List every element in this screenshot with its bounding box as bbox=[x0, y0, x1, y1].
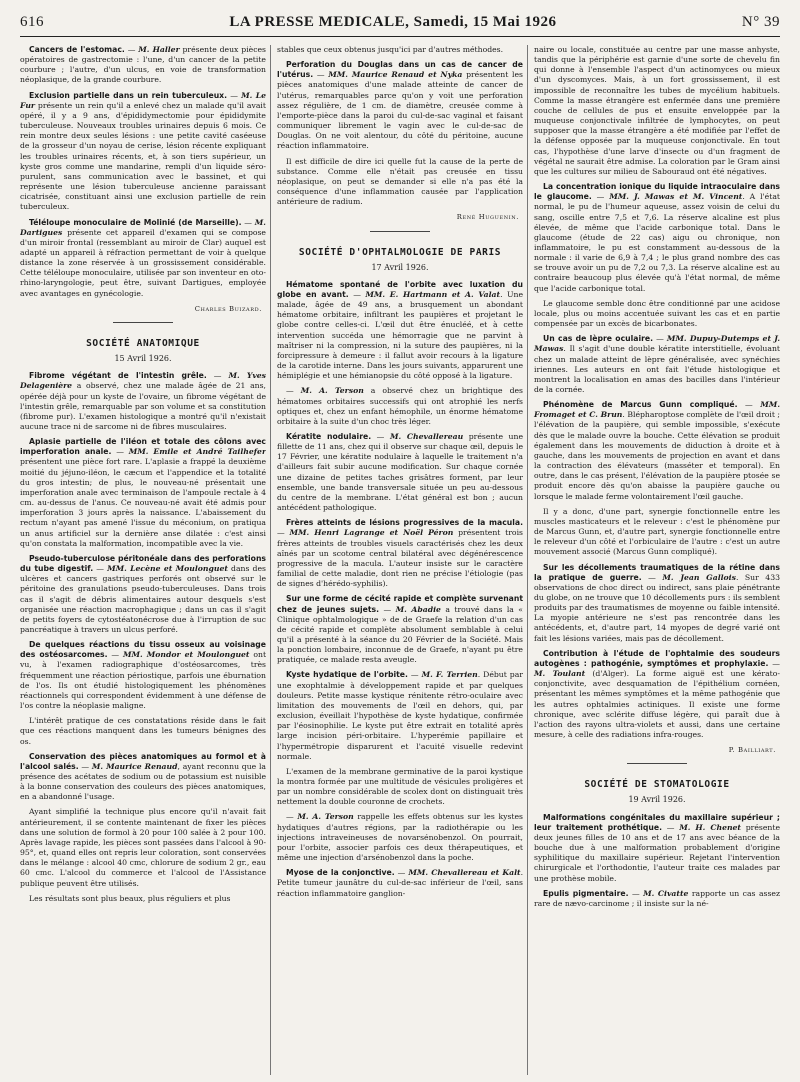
article-text: . Sur 433 observations de choc direct ou indirect, sans plaie pénétrante du globe, on ne trouve que 10 décollements purs : ils semblent produits par des traumatismes de moyenne ou faible intensité. La myopie antérieure ne s'est pas rencontrée dans les antécédents, et, d'autre part, 14 myopes de degré varié ont fait les lésions variées, mais pas de décollement. bbox=[534, 572, 780, 643]
article-paragraph: Il est difficile de dire ici quelle fut la cause de la perte de substance. Comme elle n'était pas creusée en tissu néoplasique, on peut se demander si elle n'a pas été la conséquence d'une inflammation causée par l'application antérieure de radium. bbox=[277, 156, 523, 207]
article-paragraph: Le glaucome semble donc être conditionné par une acidose locale, plus ou moins accentuée suivant les cas et en partie compensée par un excès de bicarbonates. bbox=[534, 298, 780, 329]
article-concentration-ionique: La concentration ionique du liquide intraoculaire dans le glaucome. — MM. J. Mawas et M. Vincent. A l'état normal, le pu de l'humeur aqueuse, assez voisin de celui du sang, oscille entre 7,5 et 7,6. La réserve alcaline est plus élevée, de même que l'acide carbonique total. Dans le glaucome (étude de 22 cas) aigu ou chronique, non inflammatoire, le pu est constamment au-dessous de la normale : il varie de 6,9 à 7,4 ; le plus grand nombre des cas se trouve avoir un pu de 7,2 ou 7,3. La réserve alcaline est au contraire beaucoup plus élevée qu'à l'état normal, de même que l'acide carbonique total. bbox=[534, 182, 780, 293]
article-reactions-osseuses: De quelques réactions du tissu osseux au voisinage des ostéosarcomes. — MM. Mondor et Moulonguet ont vu, à l'examen radiographique d'ostéosarcomes, très fréquemment une réaction périostique, parfois une éburnation de l'os. Ils ont étudié histologiquement les phénomènes réactionnels qui correspondent évidemment à une défense de l'os contre la néoplasie maligne. bbox=[20, 640, 266, 711]
article-cecite: Sur une forme de cécité rapide et complète survenant chez de jeunes sujets. — M. Abadie a trouvé dans la « Clinique ophtalmologique » de de Graefe la relation d'un cas de cécité rapide et complète absolument semblable à celui qu'il a présenté à la séance du 20 Février de la Société. Mais la ponction lombaire, inconnue de de Graefe, n'ayant pu être pratiquée, ce malade resta aveugle. bbox=[277, 594, 523, 665]
article-text: rapporte un cas assez rare de nævo-carcinome ; il insiste sur la né- bbox=[534, 888, 780, 908]
article-author: M. A. Terson bbox=[300, 386, 364, 396]
article-text: . Une malade, âgée de 49 ans, a brusquement un abondant hématome orbitaire, infiltrant les paupières et projetant le globe contre celles-ci. L'œil dut être énucléé, et à cette intervention succéda une hémorragie que ne parvint à maîtriser ni la compression, ni la suture des paupières, ni la forcipressure à demeure : il fallut avoir recours à la ligature de la carotide interne. Dans les jours suivants, apparurent une hémiplégie et une hémianopsie du côté opposé à la ligature. bbox=[277, 289, 523, 381]
article-author: MM. Dupuy-Dutemps et J. Mawas bbox=[534, 334, 780, 354]
article-text: . Il s'agit d'une double kératite interstitielle, évoluant chez un malade atteint de lèpre généralisée, avec synéchies iriennes. Les auteurs en ont fait l'étude histologique et montrent la localisation en amas des bacilles dans l'intérieur de la cornée. bbox=[534, 344, 780, 394]
page-number: 616 bbox=[20, 14, 44, 30]
article-text: rappelle les effets obtenus sur les kystes hydatiques d'autres régions, par la radiothérapie ou les injections intraveineuses de novarsénobenzol. On pourrait, pour l'orbite, associer parfois ces deux thérapeutiques, et même une injection d'arsénobenzol dans la poche. bbox=[277, 812, 523, 863]
article-title: Phénomène de Marcus Gunn compliqué. bbox=[543, 400, 738, 410]
article-title: Pseudo-tuberculose péritonéale dans des perforations du tube digestif. bbox=[20, 553, 266, 574]
article-text: présentent les pièces anatomiques d'une malade atteinte de cancer de l'utérus, remarquables parce qu'on y voit une perforation assez régulière, de 1 cm. de diamètre, creusée comme à l'emporte-pièce dans la paroi du cul-de-sac vaginal et faisant communiquer librement le vagin avec le cul-de-sac de Douglas. On ne voit alentour, du côté du péritoine, aucune réaction inflammatoire. bbox=[277, 70, 523, 151]
article-author: MM. Chevallereau et Kalt bbox=[408, 868, 521, 878]
article-text: présente un rein qu'il a enlevé chez un malade qu'il avait opéré, il y a 9 ans, d'épididymectomie pour épididymite tuberculeuse. Nouveaux troubles urinaires depuis 6 mois. Ce rein montre deux seules lésions : une petite cavité caséeuse de la grosseur d'un noyau de cerise, lésion récente expliquant les troubles urinaires récents, et, à son tiers supérieur, un kyste gros comme une mandarine, rempli d'un liquide séro-purulent, sans communication avec le bassinet, et qui représente une lésion tuberculeuse ancienne paraissant cicatrisée, constituant ainsi une exclusion partielle de rein tuberculeux. bbox=[20, 100, 266, 212]
article-author: MM. Fromaget et C. Brun bbox=[534, 400, 780, 420]
society-date: 17 Avril 1926. bbox=[371, 262, 429, 272]
article-paragraph: Il y a donc, d'une part, synergie fonctionnelle entre les muscles masticateurs et le releveur : c'est le phénomène pur de Marcus Gunn, et, d'autre part, synergie fonctionnelle entre le releveur d'un côté et l'orbiculaire de l'autre : c'est un autre mouvement associé (Marcus Gunn compliqué). bbox=[534, 506, 780, 557]
article-text: Début par une exophtalmie à développement rapide et par quelques douleurs. Petite masse kystique rénitente rétro-oculaire avec limitation des mouvements de l'œil en dehors, qui, par exclusion, éveillait l'hypothèse de kyste hydatique, confirmée par l'éosinophilie. Le kyste put être extrait en totalité après large incision péri-orbitaire. L'hyperémie papillaire et l'hypermétropie disparurent et l'acuité visuelle redevint normale. bbox=[277, 670, 523, 761]
article-title: Sur une forme de cécité rapide et complète survenant chez de jeunes sujets. bbox=[277, 594, 523, 614]
article-author: M. F. Terrien bbox=[421, 670, 478, 680]
article-title: Kératite nodulaire. bbox=[286, 432, 372, 441]
divider bbox=[113, 322, 173, 323]
society-heading: SOCIÉTÉ D'OPHTALMOLOGIE DE PARIS bbox=[298, 246, 502, 258]
article-text: , ayant reconnu que la présence des acétates de sodium ou de potassium est nuisible à la bonne conservation des couleurs des pièces anatomiques, en a abandonné l'usage. bbox=[20, 761, 266, 802]
continuation-text: naire ou locale, constituée au centre par une masse anhyste, tandis que la périphérie est garnie d'une sorte de chevelu fin qui donne à l'ensemble l'aspect d'un actinomyces ou mieux d'un dyscomyces. Mais, à un fort grossissement, il est impossible de reconnaître les tubes de mycélium habituels. Comme la masse étrangère est enfermée dans une première couche de cellules de pus et ensuite enveloppée par la muqueuse conjonctivale infiltrée de lymphocytes, on peut supposer que la masse étrangère a été modifiée par l'effet de la défense opposée par la muqueuse conjonctivale. En tout cas, l'hypothèse d'une larve d'insecte ou d'un fragment de végétal ne saurait être admise. La coloration par le Gram ainsi que les cultures sur milieu de Sabouraud ont été négatives. bbox=[534, 45, 780, 176]
column-1 bbox=[20, 45, 266, 1075]
article-title: Conservation des pièces anatomiques au formol et à l'alcool salés. bbox=[20, 751, 266, 771]
article-aplasie: Aplasie partielle de l'iléon et totale des côlons avec imperforation anale. — MM. Emile et André Tailhefer présentent une pièce fort rare. L'aplasie a frappé la deuxième moitié du jéjuno-iléon, le cæcum et l'appendice et la totalité du gros intestin; de plus, le nouveau-né présentait une imperforation anale avec terminaison de l'ampoule rectale à 4 cm. au-dessus de l'anus. Ce nouveau-né avait été admis pour imperforation 3 jours après la naissance. L'abaissement du rectum n'ayant pas amené l'issue du méconium, on pratiqua un anus artificiel sur la dernière anse dilatée : c'est ainsi qu'on constata la malformation, incompatible avec la vie. bbox=[20, 437, 266, 548]
article-title: Hématome spontané de l'orbite avec luxation du globe en avant. bbox=[277, 279, 523, 299]
article-author: MM. Henri Lagrange et Noël Péron bbox=[289, 528, 454, 538]
article-author: MM. Lecène et Moulonguet bbox=[107, 564, 228, 574]
article-text: . A l'état normal, le pu de l'humeur aqueuse, assez voisin de celui du sang, oscille entre 7,5 et 7,6. La réserve alcaline est plus élevée, de même que l'acide carbonique total. Dans le glaucome (étude de 22 cas) aigu ou chronique, non inflammatoire, le pu est constamment au-dessous de la normale : il varie de 6,9 à 7,4 ; le plus grand nombre des cas se trouve avoir un pu de 7,2 ou 7,3. La réserve alcaline est au contraire beaucoup plus élevée qu'à l'état normal, de même que l'acide carbonique total. bbox=[534, 192, 780, 293]
article-text: a observé chez un brightique des hématomes orbitaires successifs qui ont atrophié les nerfs optiques et, chez un enfant hémophile, un énorme hématome orbitaire à la suite d'un choc très léger. bbox=[277, 386, 523, 426]
article-text: présentent une pièce fort rare. L'aplasie a frappé la deuxième moitié du jéjuno-iléon, le cæcum et l'appendice et la totalité du gros intestin; de plus, le nouveau-né présentait une imperforation anale avec terminaison de l'ampoule rectale à 4 cm. au-dessus de l'anus. Ce nouveau-né avait été admis pour imperforation 3 jours après la naissance. L'abaissement du rectum n'ayant pas amené l'issue du méconium, on pratiqua un anus artificiel sur la dernière anse dilatée : c'est ainsi qu'on constata la malformation, incompatible avec la vie. bbox=[20, 457, 266, 548]
article-text: a observé, chez une malade âgée de 21 ans, opérée déjà pour un kyste de l'ovaire, un fibrome végétant de l'intestin grêle, remarquable par son volume et sa constitution (fibrome pur). L'examen histologique a montré qu'il n'existait aucune trace ni de sarcome ni de fibres musculaires. bbox=[20, 381, 266, 431]
signature: René Huguenin. bbox=[456, 213, 519, 222]
article-title: La concentration ionique du liquide intraoculaire dans le glaucome. bbox=[534, 182, 780, 202]
issue-number: N° 39 bbox=[741, 14, 780, 30]
article-author: M. H. Chenet bbox=[679, 822, 741, 832]
article-text: . Petite tumeur jaunâtre du cul-de-sac inférieur de l'œil, sans réaction inflammatoire ganglion- bbox=[277, 868, 523, 898]
article-title: Perforation du Douglas dans un cas de cancer de l'utérus. bbox=[277, 60, 523, 80]
article-author: M. A. Terson bbox=[297, 812, 354, 822]
article-kyste-hydatique: Kyste hydatique de l'orbite. — M. F. Terrien. Début par une exophtalmie à développement rapide et par quelques douleurs. Petite masse kystique rénitente rétro-oculaire avec limitation des mouvements de l'œil en dehors, qui, par exclusion, éveillait l'hypothèse de kyste hydatique, confirmée par l'éosinophilie. Le kyste put être extrait en totalité après large incision péri-orbitaire. L'hyperémie papillaire et l'hypermétropie disparurent et l'acuité visuelle redevint normale. bbox=[277, 670, 523, 761]
society-date: 15 Avril 1926. bbox=[114, 354, 172, 364]
article-author: M. Abadie bbox=[395, 604, 441, 614]
column-3 bbox=[527, 45, 780, 1075]
article-author: M. Yves Delagenière bbox=[20, 371, 266, 391]
article-title: Epulis pigmentaire. bbox=[543, 888, 629, 898]
continuation-text: stables que ceux obtenus jusqu'ici par d'autres méthodes. bbox=[277, 45, 504, 54]
article-paragraph: Les résultats sont plus beaux, plus réguliers et plus bbox=[29, 893, 231, 903]
article-conservation: Conservation des pièces anatomiques au formol et à l'alcool salés. — M. Maurice Renaud, ayant reconnu que la présence des acétates de sodium ou de potassium est nuisible à la bonne conservation des couleurs des pièces anatomiques, en a abandonné l'usage. bbox=[20, 751, 266, 802]
article-author: MM. E. Hartmann et A. Valat bbox=[365, 289, 501, 299]
article-myose: Myose de la conjonctive. — MM. Chevallereau et Kalt. Petite tumeur jaunâtre du cul-de-sac inférieur de l'œil, sans réaction inflammatoire ganglion- bbox=[277, 868, 523, 898]
journal-title: LA PRESSE MEDICALE, Samedi, 15 Mai 1926 bbox=[229, 14, 557, 30]
article-exclusion-rein: Exclusion partielle dans un rein tuberculeux. — M. Le Fur présente un rein qu'il a enlevé chez un malade qu'il avait opéré, il y a 9 ans, d'épididymectomie pour épididymite tuberculeuse. Nouveaux troubles urinaires depuis 6 mois. Ce rein montre deux seules lésions : une petite cavité caséeuse de la grosseur d'un noyau de cerise, lésion récente expliquant les troubles urinaires récents, et, à son tiers supérieur, un kyste gros comme une mandarine, rempli d'un liquide séro-purulent, sans communication avec le bassinet, et qui représente une lésion tuberculeuse ancienne paraissant cicatrisée, constituant ainsi une exclusion partielle de rein tuberculeux. bbox=[20, 90, 266, 212]
article-title: De quelques réactions du tissu osseux au voisinage des ostéosarcomes. bbox=[20, 640, 266, 660]
article-author: M. Civatte bbox=[643, 888, 689, 898]
article-ophtalmie-soudeurs: Contribution à l'étude de l'ophtalmie des soudeurs autogènes : pathogénie, symptômes et prophylaxie. — M. Toulant (d'Alger). La forme aiguë est une kérato-conjonctivite, avec desquamation de l'épithélium cornéen, présentant les mêmes symptômes et la même pathogénie que les autres ophtalmies actiniques. Il existe une forme chronique, avec sclérite diffuse légère, qui paraît due à l'action des rayons ultra-violets et aussi, dans une certaine mesure, à celle des radiations infra-rouges. bbox=[534, 648, 780, 739]
article-text: ont vu, à l'examen radiographique d'ostéosarcomes, très fréquemment une réaction périostique, parfois une éburnation de l'os. Ils ont étudié histologiquement les phénomènes réactionnels qui correspondent évidemment à une défense de l'os contre la néoplasie maligne. bbox=[20, 650, 266, 711]
article-text: présente une fillette de 11 ans, chez qui il observe sur chaque œil, depuis le 17 Février, une kératite nodulaire à laquelle le traitement n'a d'ailleurs fait subir aucune modification. Sur chaque cornée une dizaine de petites taches grisâtres forment, par leur ensemble, une bande transversale située un peu au-dessous du centre de la membrane. L'état général est bon ; aucun antécédent pathologique. bbox=[277, 432, 523, 513]
article-text: présente deux jeunes filles de 10 ans et de 17 ans avec béance de la bouche due à une malformation probablement d'origine syphilitique du maxillaire supérieur. Rejetant l'intervention chirurgicale et l'orthodontie, l'auteur traite ces malades par une prothèse mobile. bbox=[534, 822, 780, 883]
article-paragraph: Ayant simplifié la technique plus encore qu'il n'avait fait antérieurement, il se contente maintenant de fixer les pièces dans une solution de formol à 20 pour 100 salée à 2 pour 100. Après lavage rapide, les pièces sont passées dans l'alcool à 90-95°, et, quand elles ont repris leur coloration, sont conservées dans le mélange : alcool 40 cmc, chlorure de sodium 2 gr., eau 60 cmc. L'alcool du commerce et l'alcool de l'Assistance publique peuvent être utilisés. bbox=[20, 807, 266, 888]
article-text: (d'Alger). La forme aiguë est une kérato-conjonctivite, avec desquamation de l'épithélium cornéen, présentant les mêmes symptômes et la même pathogénie que les autres ophtalmies actiniques. Il existe une forme chronique, avec sclérite diffuse légère, qui paraît due à l'action des rayons ultra-violets et aussi, dans une certaine mesure, à celle des radiations infra-rouges. bbox=[534, 669, 780, 739]
columns bbox=[20, 45, 780, 1075]
article-title: Contribution à l'étude de l'ophtalmie des soudeurs autogènes : pathogénie, symptômes et prophylaxie. bbox=[534, 648, 780, 668]
article-title: Sur les décollements traumatiques de la rétine dans la pratique de guerre. bbox=[534, 562, 780, 582]
column-2 bbox=[270, 45, 523, 1075]
article-title: Fibrome végétant de l'intestin grêle. bbox=[29, 371, 207, 381]
society-date: 19 Avril 1926. bbox=[628, 795, 686, 805]
signature: Charles Buizard. bbox=[194, 304, 262, 313]
article-author: MM. Maurice Renaud et Nyka bbox=[328, 70, 463, 80]
article-lepre-oculaire: Un cas de lèpre oculaire. — MM. Dupuy-Dutemps et J. Mawas. Il s'agit d'une double kératite interstitielle, évoluant chez un malade atteint de lèpre généralisée, avec synéchies iriennes. Les auteurs en ont fait l'étude histologique et montrent la localisation en amas des bacilles dans l'intérieur de la cornée. bbox=[534, 334, 780, 394]
article-text: présentent trois frères atteints de troubles visuels caractérisés chez les deux aînés par un scotome central bilatéral avec dégénérescence progressive de la macula. L'auteur insiste sur le caractère familial de cette maladie, dont rien ne précise l'étiologie (pas de signes d'hérédo-syphilis). bbox=[277, 528, 523, 589]
article-author: MM. Mondor et Moulonguet bbox=[122, 650, 250, 660]
article-hematome: Hématome spontané de l'orbite avec luxation du globe en avant. — MM. E. Hartmann et A. Valat. Une malade, âgée de 49 ans, a brusquement un abondant hématome orbitaire, infiltrant les paupières et projetant le globe contre celles-ci. L'œil dut être énucléé, et à cette intervention succéda une hémorragie que ne parvint à maîtriser ni la compression, ni la suture des paupières, ni la forcipressure à demeure : il fallut avoir recours à la ligature de la carotide interne. Dans les jours suivants, apparurent une hémiplégie et une hémianopsie du côté opposé à la ligature. bbox=[277, 279, 523, 381]
article-author: MM. J. Mawas et M. Vincent bbox=[609, 192, 743, 202]
signature: P. Bailliart. bbox=[728, 746, 776, 755]
article-title: Un cas de lèpre oculaire. bbox=[543, 334, 654, 344]
article-pseudo-tuberculose: Pseudo-tuberculose péritonéale dans des perforations du tube digestif. — MM. Lecène et Moulonguet dans des ulcères et cancers gastriques perforés ont observé sur le péritoine des granulations pseudo-tuberculeuses. Dans trois cas il s'agit de débris alimentaires autour desquels s'est organisée une réaction macrophagique ; dans un cas il s'agit de petits foyers de cytostéatonécrose due à l'irruption de suc pancréatique à travers un ulcus perforé. bbox=[20, 553, 266, 634]
article-title: Frères atteints de lésions progressives de la macula. bbox=[286, 518, 523, 528]
article-title: Malformations congénitales du maxillaire supérieur ; leur traitement prothétique. bbox=[534, 812, 780, 832]
article-teleloupe: Téléloupe monoculaire de Molinié (de Marseille). — M. Dartigues présente cet appareil d'examen qui se compose d'un miroir frontal (ressemblant au miroir de Clar) auquel est adapté un appareil à réfraction permettant de voir à quelque distance la zone réservée à un grossissement considérable. Cette téléloupe monoculaire, utilisée par son inventeur en oto-rhino-laryngologie, peut être, suivant Dartigues, employée avec avantages en gynécologie. bbox=[20, 217, 266, 298]
divider bbox=[627, 763, 687, 764]
article-author: M. Toulant bbox=[534, 669, 586, 679]
article-decollements: Sur les décollements traumatiques de la rétine dans la pratique de guerre. — M. Jean Gallois. Sur 433 observations de choc direct ou indirect, sans plaie pénétrante du globe, on ne trouve que 10 décollements purs : ils semblent produits par des traumatismes de moyenne ou faible intensité. La myopie antérieure ne s'est pas rencontrée dans les antécédents, et, d'autre part, 14 myopes de degré varié ont fait les lésions variées, mais pas de décollement. bbox=[534, 562, 780, 643]
article-author: M. Haller bbox=[138, 45, 180, 54]
article-text: dans des ulcères et cancers gastriques perforés ont observé sur le péritoine des granulations pseudo-tuberculeuses. Dans trois cas il s'agit de débris alimentaires autour desquels s'est organisée une réaction macrophagique ; dans un cas il s'agit de petits foyers de cytostéatonécrose due à l'irruption de suc pancréatique à travers un ulcus perforé. bbox=[20, 564, 266, 634]
article-keratite: Kératite nodulaire. — M. Chevallereau présente une fillette de 11 ans, chez qui il observe sur chaque œil, depuis le 17 Février, une kératite nodulaire à laquelle le traitement n'a d'ailleurs fait subir aucune modification. Sur chaque cornée une dizaine de petites taches grisâtres forment, par leur ensemble, une bande transversale située un peu au-dessous du centre de la membrane. L'état général est bon ; aucun antécédent pathologique. bbox=[277, 432, 523, 513]
page-header bbox=[20, 14, 780, 37]
article-paragraph: — M. A. Terson rappelle les effets obtenus sur les kystes hydatiques d'autres régions, par la radiothérapie ou les injections intraveineuses de novarsénobenzol. On pourrait, pour l'orbite, associer parfois ces deux thérapeutiques, et même une injection d'arsénobenzol dans la poche. bbox=[277, 812, 523, 863]
article-title: Cancers de l'estomac. bbox=[29, 45, 125, 54]
article-fibrome: Fibrome végétant de l'intestin grêle. — M. Yves Delagenière a observé, chez une malade âgée de 21 ans, opérée déjà pour un kyste de l'ovaire, un fibrome végétant de l'intestin grêle, remarquable par son volume et sa constitution (fibrome pur). L'examen histologique a montré qu'il n'existait aucune trace ni de sarcome ni de fibres musculaires. bbox=[20, 371, 266, 431]
article-author: M. Chevallereau bbox=[389, 432, 464, 441]
article-text: présente cet appareil d'examen qui se compose d'un miroir frontal (ressemblant au miroir de Clar) auquel est adapté un appareil à réfraction permettant de voir à quelque distance la zone réservée à un grossissement considérable. Cette téléloupe monoculaire, utilisée par son inventeur en oto-rhino-laryngologie, peut être, suivant Dartigues, employée avec avantages en gynécologie. bbox=[20, 227, 266, 298]
article-malformations: Malformations congénitales du maxillaire supérieur ; leur traitement prothétique. — M. H. Chenet présente deux jeunes filles de 10 ans et de 17 ans avec béance de la bouche due à une malformation probablement d'origine syphilitique du maxillaire supérieur. Rejetant l'intervention chirurgicale et l'orthodontie, l'auteur traite ces malades par une prothèse mobile. bbox=[534, 812, 780, 883]
article-marcus-gunn: Phénomène de Marcus Gunn compliqué. — MM. Fromaget et C. Brun. Blépharoptose complète de l'œil droit ; l'élévation de la paupière, qui semble impossible, s'exécute dès que le malade ouvre la bouche. Cette élévation se produit également dans les mouvements de diduction à droite et à gauche, dans les mouvements de projection en avant et dans la contraction des élévateurs (masséter et temporal). En outre, dans le cas présent, l'élévation de la paupière ptosée se produit encore dès qu'on abaisse la paupière gauche ou lorsque le malade ferme volontairement l'œil gauche. bbox=[534, 400, 780, 501]
article-cancers-estomac: Cancers de l'estomac. — M. Haller présente deux pièces opératoires de gastrectomie : l'une, d'un cancer de la petite courbure ; l'autre, d'un ulcus, en voie de transformation néoplasique, de la grande courbure. bbox=[20, 45, 266, 85]
society-heading: SOCIÉTÉ DE STOMATOLOGIE bbox=[584, 779, 730, 791]
article-paragraph: L'examen de la membrane germinative de la paroi kystique la montra formée par une multitude de vésicules proligères et par un nombre considérable de scolex dont on distinguait très nettement la double couronne de crochets. bbox=[277, 766, 523, 807]
article-paragraph: L'intérêt pratique de ces constatations réside dans le fait que ces réactions manquent dans les tumeurs bénignes des os. bbox=[20, 716, 266, 746]
article-title: Aplasie partielle de l'iléon et totale des côlons avec imperforation anale. bbox=[20, 437, 266, 457]
article-freres-macula: Frères atteints de lésions progressives de la macula. — MM. Henri Lagrange et Noël Péron présentent trois frères atteints de troubles visuels caractérisés chez les deux aînés par un scotome central bilatéral avec dégénérescence progressive de la macula. L'auteur insiste sur le caractère familial de cette maladie, dont rien ne précise l'étiologie (pas de signes d'hérédo-syphilis). bbox=[277, 518, 523, 589]
article-author: MM. Emile et André Tailhefer bbox=[128, 447, 266, 457]
article-perforation-douglas: Perforation du Douglas dans un cas de cancer de l'utérus. — MM. Maurice Renaud et Nyka présentent les pièces anatomiques d'une malade atteinte de cancer de l'utérus, remarquables parce qu'on y voit une perforation assez régulière, de 1 cm. de diamètre, creusée comme à l'emporte-pièce dans la paroi du cul-de-sac vaginal et faisant communiquer librement le vagin avec le cul-de-sac de Douglas. On ne voit alentour, du côté du péritoine, aucune réaction inflammatoire. bbox=[277, 60, 523, 151]
article-text: présente deux pièces opératoires de gastrectomie : l'une, d'un cancer de la petite courbure ; l'autre, d'un ulcus, en voie de transformation néoplasique, de la grande courbure. bbox=[20, 45, 266, 85]
article-author: M. Jean Gallois bbox=[662, 572, 736, 582]
article-title: Kyste hydatique de l'orbite. bbox=[286, 670, 408, 680]
divider bbox=[370, 231, 430, 232]
article-text: . Blépharoptose complète de l'œil droit ; l'élévation de la paupière, qui semble impossible, s'exécute dès que le malade ouvre la bouche. Cette élévation se produit également dans les mouvements de diduction à droite et à gauche, dans les mouvements de projection en avant et dans la contraction des élévateurs (masséter et temporal). En outre, dans le cas présent, l'élévation de la paupière ptosée se produit encore dès qu'on abaisse la paupière gauche ou lorsque le malade ferme volontairement l'œil gauche. bbox=[534, 410, 780, 501]
article-author: M. Le Fur bbox=[20, 90, 266, 110]
article-text: a trouvé dans la « Clinique ophtalmologique » de de Graefe la relation d'un cas de cécité rapide et complète absolument semblable à celui qu'il a présenté à la séance du 20 Février de la Société. Mais la ponction lombaire, inconnue de de Graefe, n'ayant pu être pratiquée, ce malade resta aveugle. bbox=[277, 604, 523, 665]
article-epulis: Epulis pigmentaire. — M. Civatte rapporte un cas assez rare de nævo-carcinome ; il insiste sur la né- bbox=[534, 888, 780, 908]
article-author: M. Dartigues bbox=[20, 217, 266, 237]
article-title: Téléloupe monoculaire de Molinié (de Marseille). bbox=[29, 217, 242, 227]
article-author: M. Maurice Renaud bbox=[91, 761, 178, 771]
article-title: Myose de la conjonctive. bbox=[286, 868, 395, 878]
article-paragraph: — M. A. Terson a observé chez un brightique des hématomes orbitaires successifs qui ont atrophié les nerfs optiques et, chez un enfant hémophile, un énorme hématome orbitaire à la suite d'un choc très léger. bbox=[277, 386, 523, 426]
society-heading: SOCIÉTÉ ANATOMIQUE bbox=[86, 337, 200, 349]
article-title: Exclusion partielle dans un rein tuberculeux. bbox=[29, 90, 228, 100]
